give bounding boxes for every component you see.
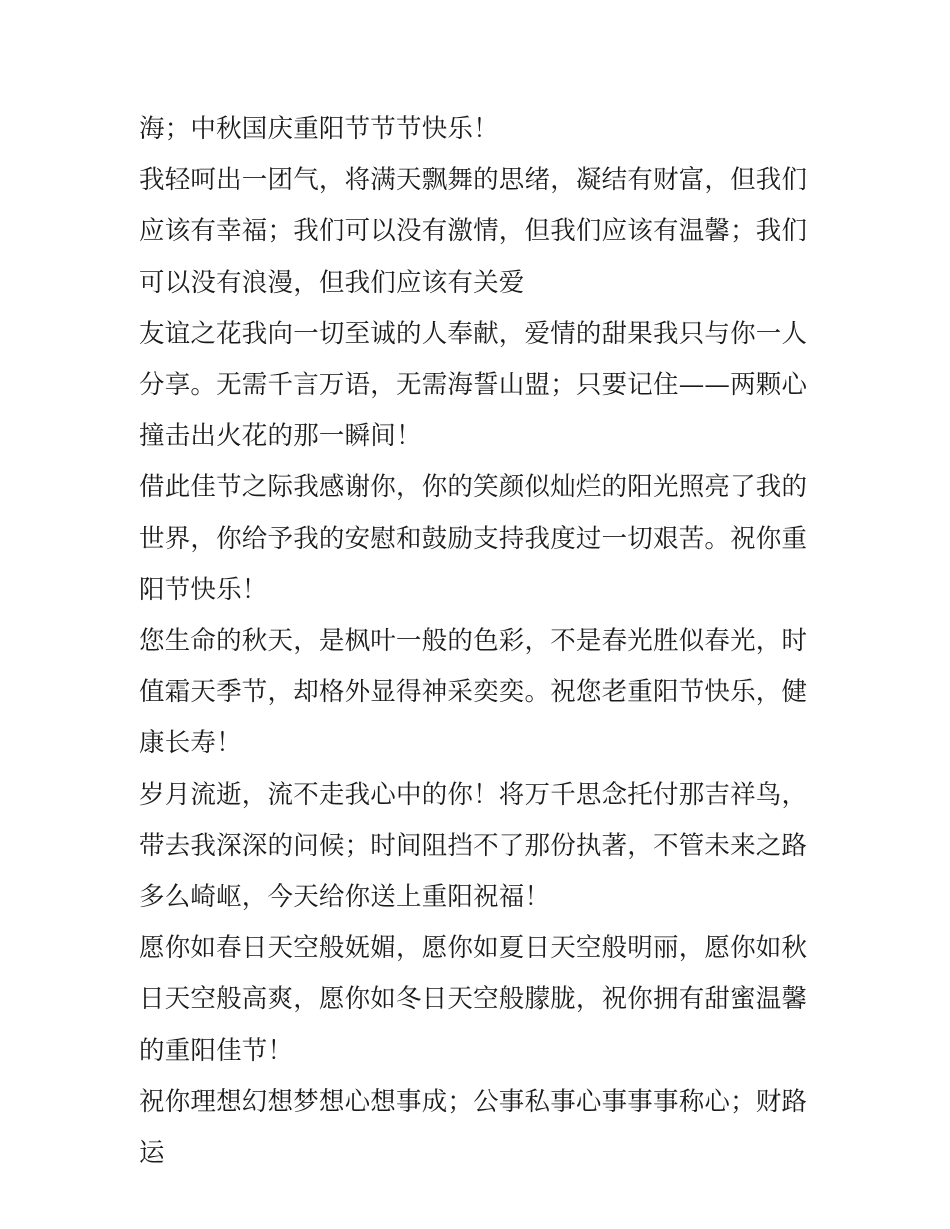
paragraph: 祝你理想幻想梦想心想事成；公事私事心事事事称心；财路运 — [139, 1086, 808, 1169]
paragraph: 愿你如春日天空般妩媚，愿你如夏日天空般明丽，愿你如秋日天空般高爽，愿你如冬日天空般朦胧，祝你拥有甜蜜温馨的重阳佳节！ — [139, 933, 808, 1066]
paragraph: 我轻呵出一团气，将满天飘舞的思绪，凝结有财富，但我们应该有幸福；我们可以没有激情，但我们应该有温馨；我们可以没有浪漫，但我们应该有关爱 — [139, 165, 808, 298]
paragraph: 友谊之花我向一切至诚的人奉献，爱情的甜果我只与你一人分享。无需千言万语，无需海誓山盟；只要记住——两颗心撞击出火花的那一瞬间！ — [139, 318, 808, 452]
paragraph: 海；中秋国庆重阳节节节快乐！ — [139, 114, 499, 144]
paragraph: 您生命的秋天，是枫叶一般的色彩，不是春光胜似春光，时值霜天季节，却格外显得神采奕奕。祝您老重阳节快乐，健康长寿！ — [139, 626, 808, 759]
document-body — [139, 104, 819, 1179]
paragraph: 借此佳节之际我感谢你，你的笑颜似灿烂的阳光照亮了我的世界，你给予我的安慰和鼓励支持我度过一切艰苦。祝你重阳节快乐！ — [139, 472, 808, 605]
paragraph: 岁月流逝，流不走我心中的你！将万千思念托付那吉祥鸟，带去我深深的问候；时间阻挡不了那份执著，不管未来之路多么崎岖，今天给你送上重阳祝福！ — [139, 779, 808, 913]
